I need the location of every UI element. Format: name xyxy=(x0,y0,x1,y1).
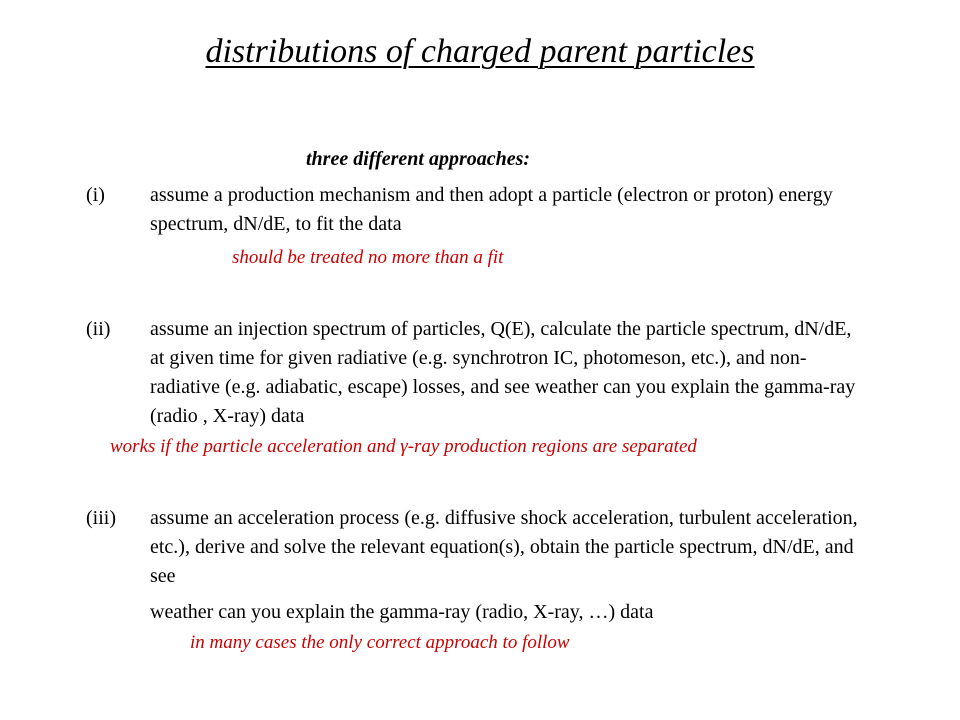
approach-note-3: in many cases the only correct approach to follow xyxy=(190,632,570,653)
approach-number-1: (i) xyxy=(86,184,105,206)
approach-text-2: assume an injection spectrum of particles, Q(E), calculate the particle spectrum, dN/dE, at given time for given radiative (e.g. synchrotron IC, photomeson, etc.), and non-radiative (e.g. adiabatic, escape) losses, and see weather can you explain the gamma-ray (radio , X-ray) data xyxy=(150,318,856,427)
approach-note-2: works if the particle acceleration and γ-ray production regions are separated xyxy=(110,436,697,457)
slide-title: distributions of charged parent particles xyxy=(205,33,755,70)
approach-text-1: assume a production mechanism and then adopt a particle (electron or proton) energy spectrum, dN/dE, to fit the data xyxy=(150,184,833,235)
approach-text-3: assume an acceleration process (e.g. diffusive shock acceleration, turbulent acceleration, etc.), derive and solve the relevant equation(s), obtain the particle spectrum, dN/dE, and see xyxy=(150,507,858,587)
approach-continuation-3: weather can you explain the gamma-ray (radio, X-ray, …) data xyxy=(150,601,654,623)
slide-subtitle: three different approaches: xyxy=(306,148,531,170)
approach-item-2 xyxy=(86,315,866,431)
approach-item-3 xyxy=(86,504,866,591)
approach-number-2: (ii) xyxy=(86,318,111,340)
approach-note-1: should be treated no more than a fit xyxy=(232,247,504,268)
approach-number-3: (iii) xyxy=(86,507,116,529)
approach-item-1 xyxy=(86,181,866,239)
